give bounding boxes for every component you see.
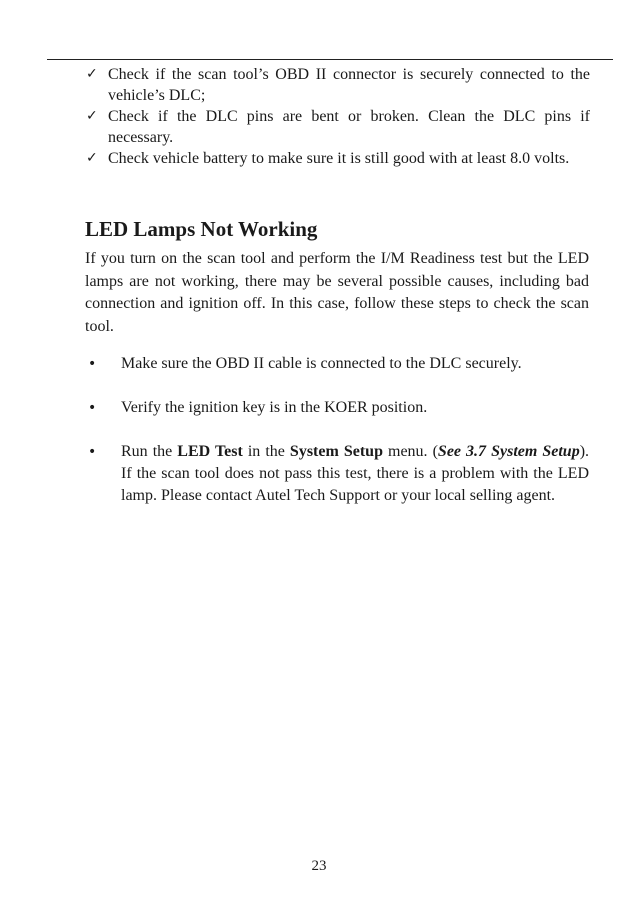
step-text-tail: ). If the scan tool does not pass this test, there is a problem with the LED lamp. Please contact Autel Tech Support or your local selling agent. — [121, 443, 590, 504]
top-rule — [47, 59, 613, 60]
step-text-lead: Run the — [121, 443, 178, 460]
checkmark-icon: ✓ — [86, 108, 98, 124]
checkmark-icon: ✓ — [86, 66, 98, 82]
step-text-mid: in the — [242, 443, 290, 460]
checkmark-icon: ✓ — [86, 150, 98, 166]
system-setup-term: System Setup — [289, 443, 383, 460]
checklist-item — [86, 148, 590, 169]
step-item — [85, 353, 589, 375]
step-item — [85, 441, 589, 507]
step-text-menu: menu. ( — [382, 443, 438, 460]
checklist-item-text: Check vehicle battery to make sure it is still good with at least 8.0 volts. — [108, 150, 570, 167]
checklist-item-text: Check if the scan tool’s OBD II connector is securely connected to the vehicle’s DLC; — [108, 66, 590, 104]
intro-paragraph: If you turn on the scan tool and perform the I/M Readiness test but the LED lamps are not working, there may be several possible causes, including bad connection and ignition off. In this case, follow these steps to check the scan tool. — [85, 250, 589, 335]
checklist — [86, 64, 590, 169]
section-heading: LED Lamps Not Working — [85, 217, 318, 241]
checklist-item — [86, 106, 590, 148]
bullet-icon: • — [88, 400, 97, 416]
cross-reference: See 3.7 System Setup — [437, 443, 580, 460]
bullet-icon: • — [88, 356, 97, 372]
checklist-item-text: Check if the DLC pins are bent or broken. Clean the DLC pins if necessary. — [108, 108, 590, 146]
step-item — [85, 397, 589, 419]
step-text: Verify the ignition key is in the KOER position. — [121, 399, 428, 416]
led-test-term: LED Test — [177, 443, 243, 460]
checklist-item — [86, 64, 590, 106]
page-number: 23 — [311, 858, 327, 874]
bullet-icon: • — [88, 444, 97, 460]
step-text: Make sure the OBD II cable is connected to the DLC securely. — [121, 355, 522, 372]
